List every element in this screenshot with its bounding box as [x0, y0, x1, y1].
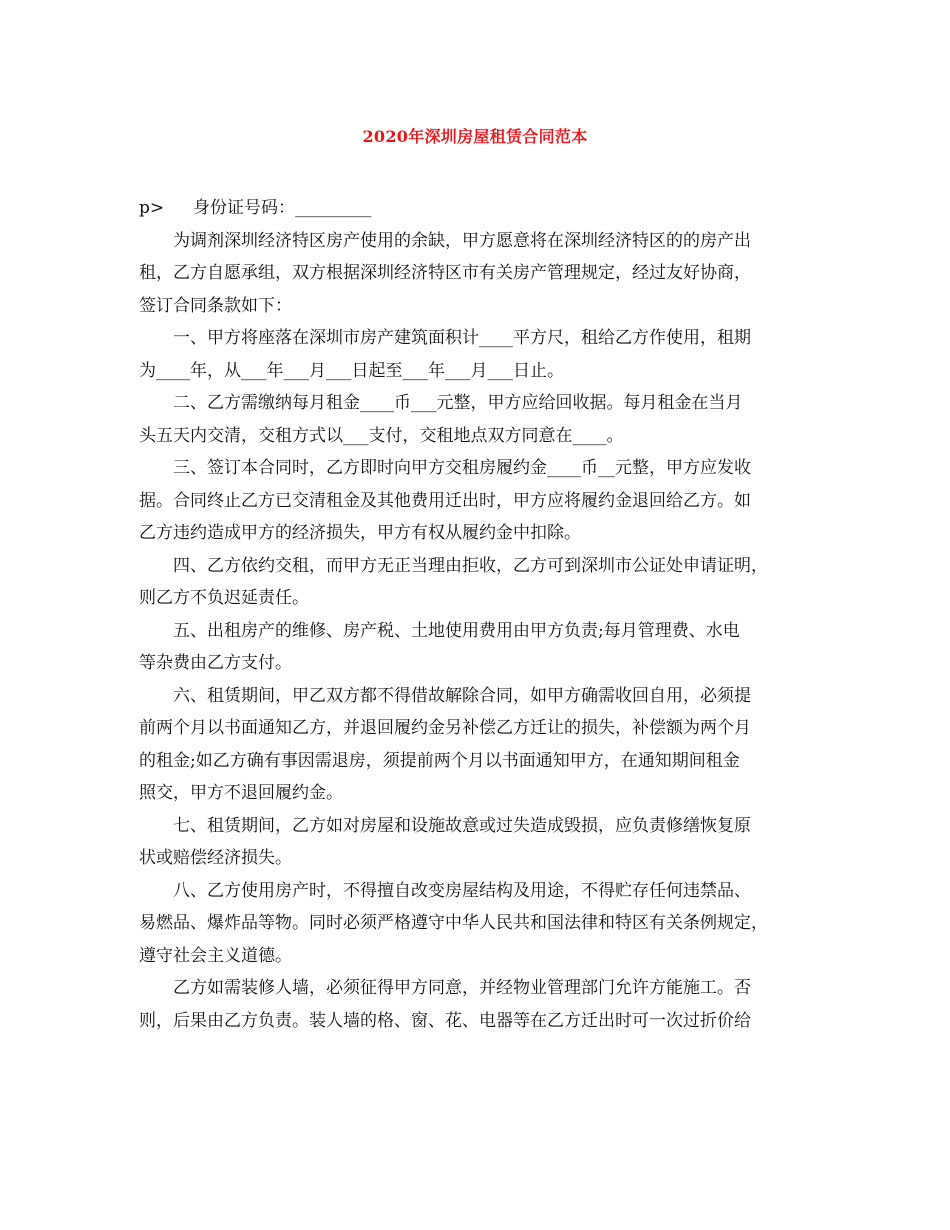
- paragraph-line: 照交，甲方不退回履约金。: [139, 783, 343, 803]
- paragraph-line: 二、乙方需缴纳每月租金____币___元整，甲方应给回收据。每月租金在当月: [173, 393, 743, 413]
- paragraph-line: 状或赔偿经济损失。: [139, 848, 292, 868]
- paragraph-line: 乙方违约造成甲方的经济损失，甲方有权从履约金中扣除。: [139, 523, 581, 543]
- paragraph-line: 租，乙方自愿承组，双方根据深圳经济特区市有关房产管理规定，经过友好协商，: [139, 263, 751, 283]
- paragraph-line: 七、租赁期间，乙方如对房屋和设施故意或过失造成毁损，应负责修缮恢复原: [173, 815, 751, 836]
- id-line-prefix: p>: [139, 198, 165, 218]
- paragraph-line: 则，后果由乙方负责。装人墙的格、窗、花、电器等在乙方迁出时可一次过折价给: [139, 1010, 751, 1031]
- id-number-line: [139, 192, 819, 225]
- clause-6: [139, 680, 819, 810]
- paragraph-line: 四、乙方依约交租，而甲方无正当理由拒收，乙方可到深圳市公证处申请证明，: [173, 555, 768, 576]
- paragraph-line: 等杂费由乙方支付。: [139, 653, 292, 673]
- paragraph-line: 为____年，从___年___月___日起至___年___月___日止。: [139, 360, 564, 381]
- paragraph-line: 八、乙方使用房产时，不得擅自改变房屋结构及用途，不得贮存任何违禁品、: [173, 880, 751, 901]
- intro-paragraph: [139, 225, 819, 323]
- paragraph-list: [139, 225, 819, 1038]
- clause-8: [139, 875, 819, 973]
- document-body: [139, 192, 819, 1037]
- paragraph-line: 易燃品、爆炸品等物。同时必须严格遵守中华人民共和国法律和特区有关条例规定，: [139, 913, 768, 933]
- paragraph-line: 三、签订本合同时，乙方即时向甲方交租房履约金____币__元整，甲方应发收: [173, 458, 751, 478]
- clause-3: [139, 452, 819, 550]
- paragraph-line: 遵守社会主义道德。: [139, 945, 292, 966]
- paragraph-line: 乙方如需装修人墙，必须征得甲方同意，并经物业管理部门允许方能施工。否: [173, 978, 751, 998]
- clause-7: [139, 810, 819, 875]
- paragraph-line: 前两个月以书面通知乙方，并退回履约金另补偿乙方迁让的损失，补偿额为两个月: [139, 718, 751, 738]
- paragraph-line: 六、租赁期间，甲乙双方都不得借故解除合同，如甲方确需收回自用，必须提: [173, 685, 751, 706]
- clause-4: [139, 550, 819, 615]
- paragraph-line: 五、出租房产的维修、房产税、土地使用费用由甲方负责;每月管理费、水电: [173, 620, 740, 641]
- document-title: 2020年深圳房屋租赁合同范本: [362, 127, 588, 146]
- clause-5: [139, 615, 819, 680]
- clause-renovation: [139, 972, 819, 1037]
- clause-1: [139, 322, 819, 387]
- clause-2: [139, 387, 819, 452]
- paragraph-line: 则乙方不负迟延责任。: [139, 588, 309, 608]
- paragraph-line: 为调剂深圳经济特区房产使用的余缺，甲方愿意将在深圳经济特区的的房产出: [173, 230, 751, 251]
- paragraph-line: 的租金;如乙方确有事因需退房，须提前两个月以书面通知甲方，在通知期间租金: [139, 750, 740, 771]
- paragraph-line: 一、甲方将座落在深圳市房产建筑面积计____平方尺，租给乙方作使用，租期: [173, 328, 751, 348]
- paragraph-line: 签订合同条款如下：: [139, 295, 292, 316]
- paragraph-line: 头五天内交清，交租方式以___支付，交租地点双方同意在____。: [139, 425, 624, 446]
- id-number-label: 身份证号码：_________: [193, 198, 372, 218]
- paragraph-line: 据。合同终止乙方已交清租金及其他费用迁出时，甲方应将履约金退回给乙方。如: [139, 490, 751, 511]
